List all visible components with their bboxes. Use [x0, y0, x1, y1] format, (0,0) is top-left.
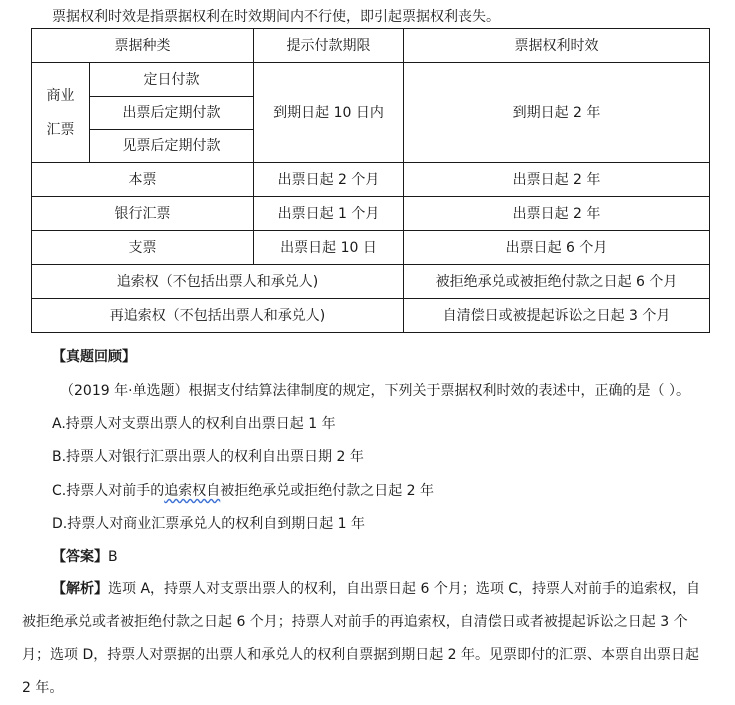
row-limitation-cell: 出票日起 2 年: [404, 197, 710, 231]
row-type-cell: 银行汇票: [32, 197, 254, 231]
answer-line: [52, 546, 118, 566]
analysis-label: 【解析】: [52, 581, 108, 597]
row-presentation-cell: 出票日起 1 个月: [254, 197, 404, 231]
row-limitation-cell: 出票日起 2 年: [404, 163, 710, 197]
option-c-prefix: C.持票人对前手的: [52, 483, 165, 499]
header-limitation-period: 票据权利时效: [404, 29, 710, 63]
commercial-group-label-line2: 汇票: [46, 121, 75, 138]
option-b: B.持票人对银行汇票出票人的权利自出票日期 2 年: [52, 449, 364, 465]
option-a: A.持票人对支票出票人的权利自出票日起 1 年: [52, 416, 336, 432]
re-recourse-limitation-cell: 自清偿日或被提起诉讼之日起 3 个月: [404, 299, 710, 333]
answer-value: B: [108, 549, 118, 565]
option-c: [52, 480, 434, 500]
table-row: [32, 197, 710, 231]
re-recourse-label-cell: 再追索权（不包括出票人和承兑人): [32, 299, 404, 333]
row-presentation-cell: 出票日起 10 日: [254, 231, 404, 265]
table-row: [32, 299, 710, 333]
table-header-row: [32, 29, 710, 63]
row-limitation-cell: 出票日起 6 个月: [404, 231, 710, 265]
commercial-presentation-cell: 到期日起 10 日内: [254, 63, 404, 163]
question-text: （2019 年·单选题）根据支付结算法律制度的规定，下列关于票据权利时效的表述中，正确的是（ ）。: [60, 383, 690, 399]
table-row: [32, 63, 710, 97]
commercial-subtype-fixed-date: 定日付款: [90, 63, 254, 97]
table-row: [32, 163, 710, 197]
analysis-paragraph: [22, 573, 720, 705]
header-presentation-period: 提示付款期限: [254, 29, 404, 63]
recourse-limitation-cell: 被拒绝承兑或被拒绝付款之日起 6 个月: [404, 265, 710, 299]
header-instrument-type: 票据种类: [32, 29, 254, 63]
row-presentation-cell: 出票日起 2 个月: [254, 163, 404, 197]
analysis-line: [22, 573, 720, 606]
option-d: D.持票人对商业汇票承兑人的权利自到期日起 1 年: [52, 516, 366, 532]
analysis-line: 2 年。: [22, 680, 64, 696]
analysis-line-text: 选项 A，持票人对支票出票人的权利，自出票日起 6 个月；选项 C，持票人对前手的追索权，自: [108, 581, 701, 597]
table-row: [32, 265, 710, 299]
option-c-suffix: 被拒绝承兑或拒绝付款之日起 2 年: [220, 483, 435, 499]
review-heading: 【真题回顾】: [52, 349, 136, 365]
analysis-line: 月；选项 D，持票人对票据的出票人和承兑人的权利自票据到期日起 2 年。见票即付的汇票、本票自出票日起: [22, 647, 700, 663]
commercial-subtype-after-issue: 出票后定期付款: [90, 97, 254, 130]
analysis-line: 被拒绝承兑或者被拒绝付款之日起 6 个月；持票人对前手的再追索权，自清偿日或者被提起诉讼之日起 3 个: [22, 614, 688, 630]
row-type-cell: 本票: [32, 163, 254, 197]
option-c-marked-text: 追索权自: [164, 483, 221, 499]
answer-label: 【答案】: [52, 549, 108, 565]
limitation-table: [31, 28, 710, 333]
recourse-label-cell: 追索权（不包括出票人和承兑人): [32, 265, 404, 299]
intro-text: 票据权利时效是指票据权利在时效期间内不行使，即引起票据权利丧失。: [52, 9, 500, 25]
row-type-cell: 支票: [32, 231, 254, 265]
commercial-subtype-after-sight: 见票后定期付款: [90, 130, 254, 163]
commercial-limitation-cell: 到期日起 2 年: [404, 63, 710, 163]
table-row: [32, 231, 710, 265]
commercial-draft-group-cell: [32, 63, 90, 163]
commercial-group-label-line1: 商业: [46, 87, 75, 104]
